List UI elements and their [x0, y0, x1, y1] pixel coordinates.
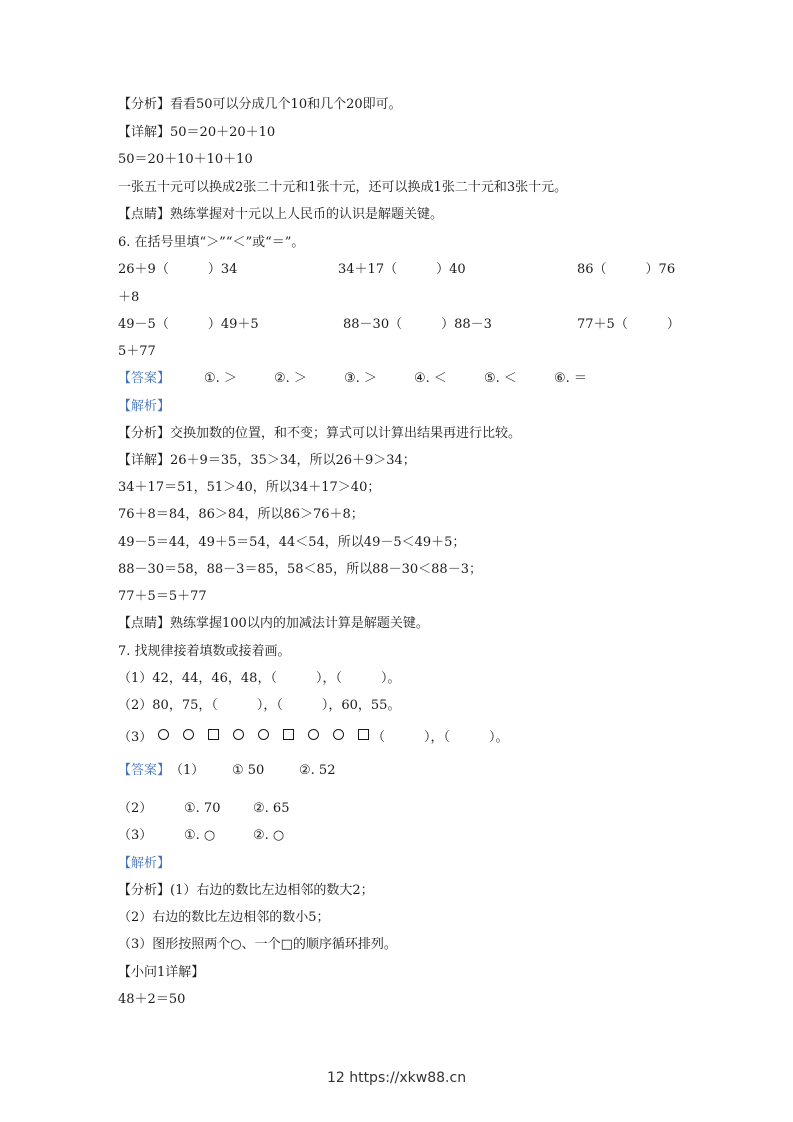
question-7-part-3-blanks: （ ），（ ）。	[372, 730, 509, 745]
answer-tag: 【答案】	[118, 763, 171, 778]
page-footer: 12 https://xkw88.cn	[326, 1070, 467, 1086]
question-6-item: 34＋17（ ）40	[338, 262, 466, 277]
circle-icon	[333, 729, 344, 740]
analysis-line: （2）右边的数比左边相邻的数小5；	[118, 910, 330, 925]
answer-item: ③. ＞	[344, 371, 377, 386]
circle-icon	[233, 729, 244, 740]
answer-tag: 【答案】	[118, 371, 171, 386]
question-6-item: 26＋9（ ）34	[118, 262, 238, 277]
detail-line: 48＋2＝50	[118, 992, 186, 1007]
analysis-line: 【分析】看看50可以分成几个10和几个20即可。	[118, 97, 402, 112]
circle-icon	[158, 729, 169, 740]
analysis-line: （3）图形按照两个○、一个□的顺序循环排列。	[118, 937, 397, 952]
answer-item: ②. ○	[253, 828, 285, 843]
detail-line: 49－5＝44，49＋5＝54，44＜54，所以49－5＜49＋5；	[118, 535, 466, 550]
circle-icon	[308, 729, 319, 740]
question-6-item: 88－30（ ）88－3	[343, 317, 492, 332]
detail-line: 34＋17＝51，51＞40，所以34＋17＞40；	[118, 480, 381, 495]
answer-label: （2）	[118, 801, 153, 816]
question-6-item-wrap: ＋8	[118, 290, 140, 305]
analysis-line: 【分析】交换加数的位置，和不变；算式可以计算出结果再进行比较。	[118, 426, 522, 441]
square-icon	[358, 729, 369, 740]
analysis-tag: 【解析】	[118, 399, 171, 414]
answer-label: （3）	[118, 828, 153, 843]
question-6-item: 77＋5（ ）	[577, 317, 680, 332]
question-6-item: 49－5（ ）49＋5	[118, 317, 259, 332]
answer-item: ⑤. ＜	[484, 371, 517, 386]
answer-item: ②. ＞	[274, 371, 307, 386]
comment-line: 【点睛】熟练掌握对十元以上人民币的认识是解题关键。	[118, 207, 444, 222]
detail-line: 一张五十元可以换成2张二十元和1张十元，还可以换成1张二十元和3张十元。	[118, 180, 568, 195]
answer-item: ②. 65	[253, 801, 290, 816]
question-7-part-3-label: （3）	[118, 730, 153, 745]
circle-icon	[258, 729, 269, 740]
question-6-item: 86（ ）76	[577, 262, 676, 277]
answer-item: ②. 52	[299, 763, 336, 778]
detail-line: 50＝20＋10＋10＋10	[118, 152, 253, 167]
answer-item: ⑥. ＝	[554, 371, 587, 386]
answer-item: ①. 70	[184, 801, 221, 816]
question-7-title: 7. 找规律接着填数或接着画。	[118, 644, 291, 659]
question-7-part: （1）42，44，46，48，（ ），（ ）。	[118, 671, 401, 686]
subquestion-heading: 【小问1详解】	[118, 965, 205, 980]
answer-label: （1）	[170, 763, 205, 778]
detail-line: 77＋5＝5＋77	[118, 589, 207, 604]
question-6-title: 6. 在括号里填“＞”“＜”或“＝”。	[118, 235, 305, 250]
answer-item: ①. ＞	[204, 371, 237, 386]
circle-icon	[183, 729, 194, 740]
square-icon	[208, 729, 219, 740]
question-6-item-wrap: 5＋77	[118, 344, 156, 359]
analysis-tag: 【解析】	[118, 856, 171, 871]
square-icon	[283, 729, 294, 740]
answer-item: ①. ○	[184, 828, 216, 843]
analysis-line: 【分析】(1）右边的数比左边相邻的数大2；	[118, 883, 374, 898]
question-7-part: （2）80，75，（ ），（ ），60，55。	[118, 698, 401, 713]
answer-item: ④. ＜	[414, 371, 447, 386]
detail-line: 88－30＝58，88－3＝85，58＜85，所以88－30＜88－3；	[118, 562, 482, 577]
answer-item: ① 50	[232, 763, 265, 778]
detail-line: 76＋8＝84，86＞84，所以86＞76＋8；	[118, 507, 364, 522]
detail-line: 【详解】26＋9＝35，35＞34，所以26＋9＞34；	[118, 453, 416, 468]
detail-line: 【详解】50＝20＋20＋10	[118, 125, 276, 140]
comment-line: 【点睛】熟练掌握100以内的加减法计算是解题关键。	[118, 616, 429, 631]
